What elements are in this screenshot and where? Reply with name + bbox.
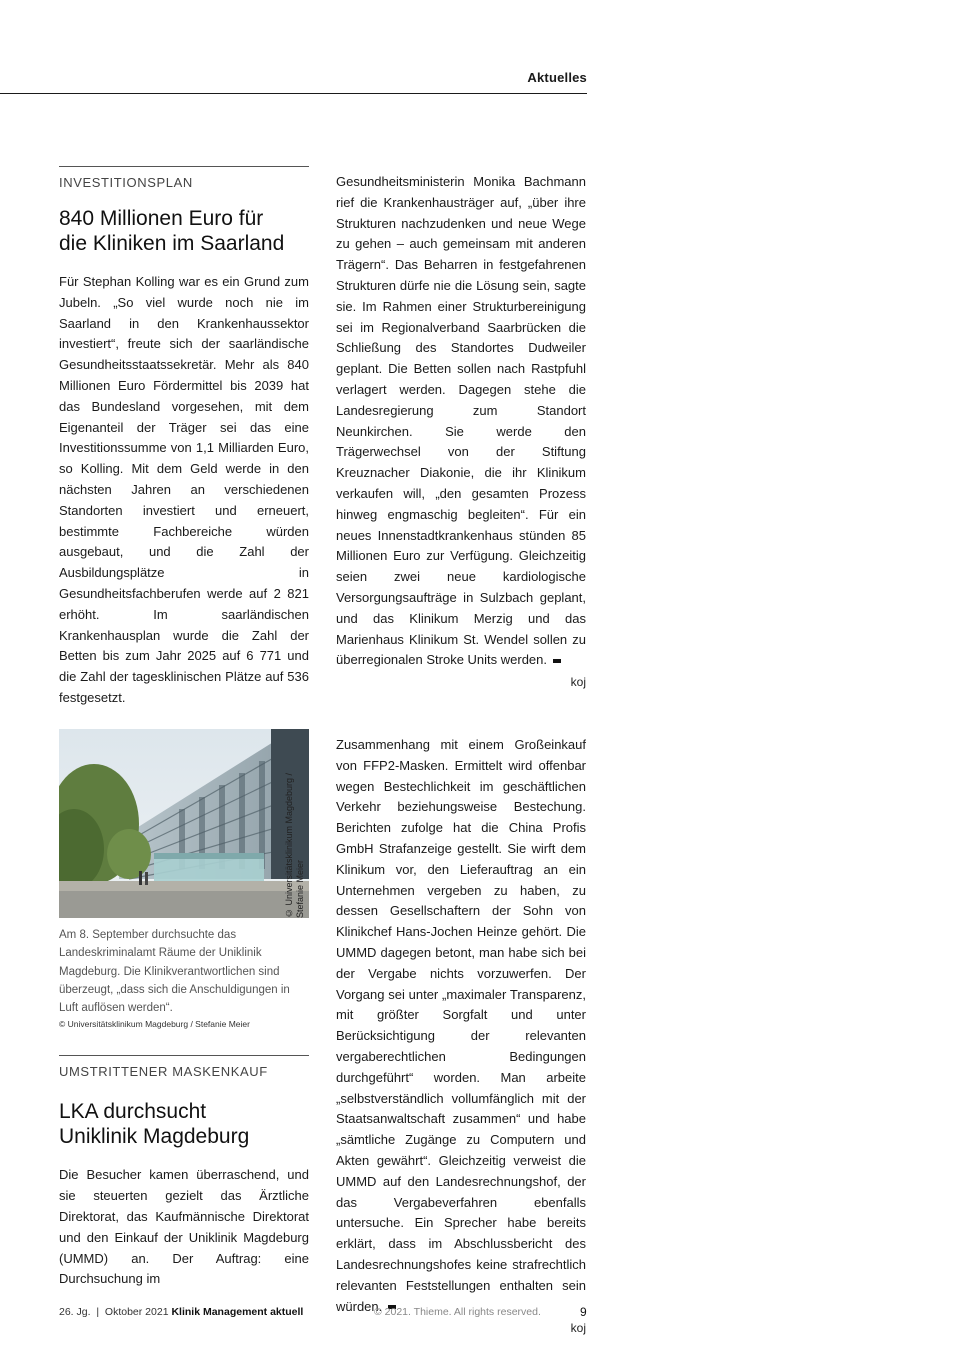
- photo-credit: © Universitätsklinikum Magdeburg / Stefanie Meier: [284, 772, 305, 918]
- clinic-building-photo: [59, 729, 309, 918]
- clinic-building-illustration: [59, 729, 309, 918]
- article1-body-left: [59, 272, 309, 709]
- caption-credit: © Universitätsklinikum Magdeburg / Stefanie Meier: [59, 1019, 250, 1030]
- article1-headline-line2: die Kliniken im Saarland: [59, 232, 285, 255]
- article2-paragraph-left: Die Besucher kamen überraschend, und sie steuerten gezielt das Ärztliche Direktorat, das Kaufmännische Direktorat und den Einkauf der Uniklinik Magdeburg (UMMD) an. Der Auftrag: eine Durchsuchung im: [59, 1167, 309, 1287]
- article2-headline: [59, 1099, 309, 1149]
- article1-paragraph-right-text: Gesundheitsministerin Monika Bachmann rief die Krankenhausträger auf, „über ihre Strukturen nachzudenken und neue Wege zu gehen – auch gemeinsam mit anderen Trägern“. Das Beharren in festgefahrenen Strukturen dürfe nie die Lösung sein, sagte sie. Im Rahmen einer Strukturbereinigung sei im Regionalverband Saarbrücken die Schließung des Standortes Dudweiler geplant. Die Betten sollen nach Rastpfuhl verlagert werden. Dagegen stehe die Landesregierung zum Standort Neunkirchen. Sie werde den Trägerwechsel von der Stiftung Kreuznacher Diakonie, die ihr Klinikum verkaufen will, „den gesamten Prozess hinweg engmaschig begleiten“. Für ein neues Innenstadtkrankenhaus stünden 85 Millionen Euro zur Verfügung. Gleichzeitig seien zwei neue kardiologische Versorgungsaufträge in Sulzbach geplant, und das Klinikum Merzig und das Marienhaus Klinikum St. Wendel sollen zu überregionalen Stroke Units werden.: [336, 174, 586, 668]
- footer-copyright: © 2021. Thieme. All rights reserved.: [374, 1306, 541, 1318]
- section-title: Aktuelles: [527, 70, 587, 85]
- footer-journal: Klinik Management aktuell: [171, 1306, 304, 1318]
- article1-headline: [59, 206, 309, 256]
- article2-headline-line2: Uniklinik Magdeburg: [59, 1125, 250, 1149]
- article2-left-column: [59, 729, 309, 1290]
- kicker-rule: [59, 166, 309, 167]
- footer-issue: [59, 1306, 303, 1318]
- header-rule: [0, 93, 587, 94]
- article1-author: koj: [570, 675, 586, 690]
- end-mark-icon: [553, 659, 561, 663]
- page-number: 9: [580, 1305, 587, 1319]
- footer-issue-text: 26. Jg. | Oktober 2021: [59, 1306, 169, 1318]
- article2-headline-line1: LKA durchsucht: [59, 1100, 207, 1124]
- article1-body-right: [336, 172, 586, 671]
- article1-paragraph-right: [336, 172, 586, 671]
- article2-body-right: [336, 735, 586, 1317]
- article2-author: koj: [570, 1321, 586, 1336]
- photo-caption: Am 8. September durchsuchte das Landeskriminalamt Räume der Uniklinik Magdeburg. Die Klinikverantwortlichen sind überzeugt, „dass sich die Anschuldigungen in Luft auflösen werden“.: [59, 929, 290, 1015]
- article2-paragraph-right: [336, 735, 586, 1317]
- article2-kicker: UMSTRITTENER MASKENKAUF: [59, 1064, 268, 1080]
- article1-headline-line1: 840 Millionen Euro für: [59, 207, 264, 230]
- article2-body-left: [59, 1165, 309, 1290]
- article1-kicker: INVESTITIONSPLAN: [59, 175, 193, 190]
- article1-paragraph-left: Für Stephan Kolling war es ein Grund zum Jubeln. „So viel wurde noch nie im Saarland in den Krankenhaussektor investiert“, freute sich der saarländische Gesundheitsstaatssekretär. Mehr als 840 Millionen Euro Fördermittel bis 2039 hat das Bundesland vorgesehen, mit dem Eigenanteil der Träger sei das eine Investitionssumme von 1,1 Milliarden Euro, so Kolling. Mit dem Geld werde in den nächsten Jahren an verschiedenen Standorten investiert und erneuert, bestimmte Fachbereiche würden ausgebaut, und die Zahl der Ausbildungsplätze in Gesundheitsfachberufen werde auf 2 821 erhöht. Im saarländischen Krankenhausplan wurde die Zahl der Betten bis zum Jahr 2025 auf 6 771 und die Zahl der tagesklinischen Plätze auf 536 festgesetzt.: [59, 274, 309, 705]
- article2-paragraph-right-text: Zusammenhang mit einem Großeinkauf von FFP2-Masken. Ermittelt wird offenbar wegen Bestechlichkeit im geschäftlichen Verkehr beziehungsweise Bestechung. Berichten zufolge hat die China Profis GmbH Strafanzeige gestellt. Sie wirft dem Klinikum vor, den Lieferauftrag an ein Unternehmen vergeben zu haben, zu dessen Gesellschaftern der Sohn von Klinikchef Hans-Jochen Heinze gehört. Die UMMD dagegen betont, man habe sich bei der Vergabe nichts vorzuwerfen. Der Vorgang sei unter „maximaler Transparenz, mit größter Sorgfalt und unter Berücksichtigung der relevanten vergaberechtlichen Bedingungen durchgeführt“ worden. Man arbeite „selbstverständlich vollumfänglich mit der Staatsanwaltschaft zusammen“ und habe „sämtliche Zugänge zu Computern und Akten gewährt“. Gleichzeitig verweist die UMMD auf den Landesrechnungshof, der das Vergabeverfahren ebenfalls untersuche. Ein Sprecher habe bereits erklärt, dass im Abschlussbericht des Landesrechnungshofes keine strafrechtlich relevanten Feststellungen enthalten sein würden.: [336, 737, 586, 1314]
- article1-right-column: [336, 172, 586, 689]
- article1-left-column: [59, 166, 309, 709]
- kicker-rule: [59, 1055, 309, 1056]
- article2-right-column: [336, 735, 586, 1335]
